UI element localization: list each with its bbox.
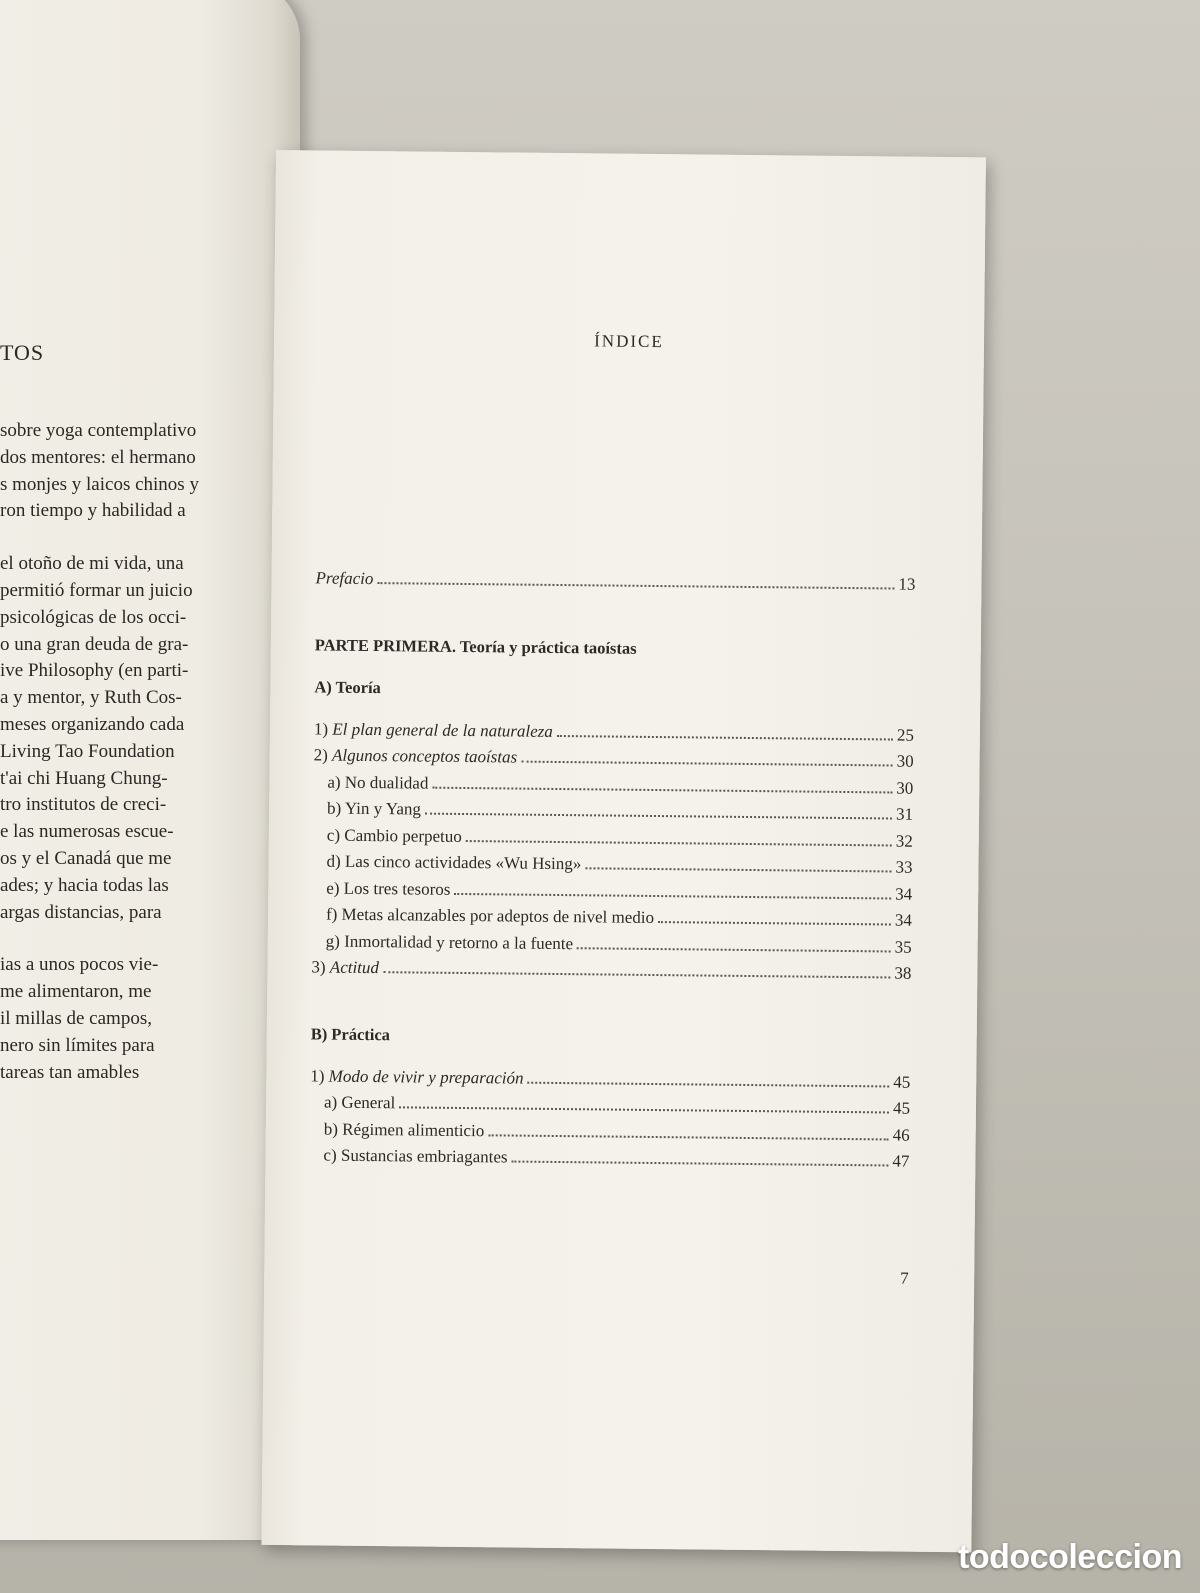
toc-leader-dots <box>399 1106 889 1113</box>
left-line: Living Tao Foundation <box>0 740 175 762</box>
toc-entry-number: 3) <box>311 957 330 977</box>
toc-leader-dots <box>521 761 892 767</box>
toc-entry-number: 1) <box>310 1065 329 1086</box>
right-book-page <box>261 150 986 1552</box>
toc-entry-label <box>314 719 553 742</box>
left-line: e las numerosas escue- <box>0 821 174 843</box>
toc-entry-label: f) Metas alcanzables por adeptos de nivel medio <box>325 904 655 928</box>
part-title: PARTE PRIMERA. Teoría y práctica taoístas <box>314 634 637 658</box>
toc-leader-dots <box>658 921 891 925</box>
toc-leader-dots <box>488 1134 888 1140</box>
toc-entry-page: 31 <box>895 804 914 824</box>
left-line: tro institutos de creci- <box>0 794 167 816</box>
toc-leader-dots <box>432 786 892 793</box>
table-of-contents <box>309 568 915 1178</box>
toc-entry-page: 30 <box>896 778 914 798</box>
toc-entry-text: Modo de vivir y preparación <box>328 1066 524 1088</box>
page-number: 7 <box>900 1268 909 1288</box>
left-line: o una gran deuda de gra- <box>0 633 189 655</box>
left-page-heading: TOS <box>0 340 45 365</box>
toc-entry-label <box>314 745 518 767</box>
toc-entry-label: c) Sustancias embriagantes <box>323 1145 508 1167</box>
left-book-page <box>0 0 300 1540</box>
left-line: tareas tan amables <box>0 1061 140 1083</box>
toc-entry-label <box>310 1066 523 1088</box>
left-line: ades; y hacia todas las <box>0 874 169 896</box>
left-line: psicológicas de los occi- <box>0 606 187 628</box>
toc-leader-dots <box>557 734 893 740</box>
toc-entry-label: e) Los tres tesoros <box>326 878 451 899</box>
toc-entry-page: 25 <box>896 725 915 745</box>
left-line: dos mentores: el hermano <box>0 446 196 468</box>
toc-entry <box>309 1145 909 1178</box>
left-line: ias a unos pocos vie- <box>0 954 159 976</box>
toc-entry-page: 35 <box>894 937 912 957</box>
left-line: sobre yoga contemplativo <box>0 420 197 441</box>
toc-entry-number: 2) <box>313 745 333 765</box>
toc-entry-number: 1) <box>313 718 333 739</box>
toc-entry-text: El plan general de la naturaleza <box>332 719 553 741</box>
toc-entry-page: 38 <box>894 963 912 983</box>
left-line: nero sin límites para <box>0 1034 155 1056</box>
toc-entry-page: 32 <box>895 831 913 851</box>
section-title-teoria: A) Teoría <box>314 676 381 697</box>
toc-entry-label: b) Yin y Yang <box>327 798 422 819</box>
toc-entry-label: c) Cambio perpetuo <box>326 825 462 846</box>
toc-entry-page: 34 <box>894 910 913 930</box>
left-line: me alimentaron, me <box>0 981 152 1003</box>
watermark-logo: todocoleccion <box>958 1538 1182 1576</box>
toc-entry-text: Algunos conceptos taoístas <box>331 745 518 767</box>
toc-entry-text: Actitud <box>329 957 380 978</box>
toc-leader-dots <box>585 867 891 872</box>
toc-entry-label <box>311 957 379 978</box>
toc-leader-dots <box>466 840 892 846</box>
toc-entry-page: 47 <box>892 1151 910 1171</box>
toc-entry-page: 13 <box>898 574 916 594</box>
toc-entry-label: g) Inmortalidad y retorno a la fuente <box>325 931 574 953</box>
toc-entry-page: 34 <box>895 884 913 904</box>
toc-entry-label: a) General <box>323 1092 396 1113</box>
left-line: argas distancias, para <box>0 901 162 923</box>
left-line: meses organizando cada <box>0 713 185 735</box>
toc-entry-page: 45 <box>892 1098 911 1118</box>
toc-entry-label: b) Régimen alimenticio <box>323 1119 485 1140</box>
toc-leader-dots <box>527 1081 889 1087</box>
left-line: ron tiempo y habilidad a <box>0 500 186 522</box>
section-title-practica: B) Práctica <box>310 1023 391 1044</box>
left-line: os y el Canadá que me <box>0 847 172 869</box>
left-line: a y mentor, y Ruth Cos- <box>0 687 182 709</box>
toc-entry-label: Prefacio <box>315 568 374 589</box>
toc-leader-dots <box>512 1161 889 1167</box>
toc-title: ÍNDICE <box>594 331 664 352</box>
left-line: permitió formar un juicio <box>0 579 193 601</box>
left-line: s monjes y laicos chinos y <box>0 473 199 495</box>
section-a-entries <box>311 719 914 990</box>
toc-entry-page: 45 <box>893 1072 911 1092</box>
toc-entry-label: d) Las cinco actividades «Wu Hsing» <box>326 851 582 874</box>
toc-entry-page: 30 <box>896 751 914 771</box>
toc-entry-page: 46 <box>892 1125 910 1145</box>
section-b-entries <box>309 1066 910 1178</box>
toc-entry <box>311 957 911 990</box>
toc-leader-dots <box>425 813 892 820</box>
left-line: ive Philosophy (en parti- <box>0 660 189 682</box>
left-page-text <box>0 418 300 1086</box>
left-line: il millas de campos, <box>0 1007 152 1029</box>
toc-entry-page: 33 <box>895 857 913 877</box>
left-line: t'ai chi Huang Chung- <box>0 767 168 789</box>
toc-entry-label: a) No dualidad <box>327 772 429 793</box>
toc-leader-dots <box>383 971 890 978</box>
toc-leader-dots <box>577 947 891 952</box>
toc-leader-dots <box>454 892 891 899</box>
toc-leader-dots <box>377 582 894 589</box>
toc-entry-prefacio <box>315 568 915 601</box>
left-line: el otoño de mi vida, una <box>0 553 184 575</box>
